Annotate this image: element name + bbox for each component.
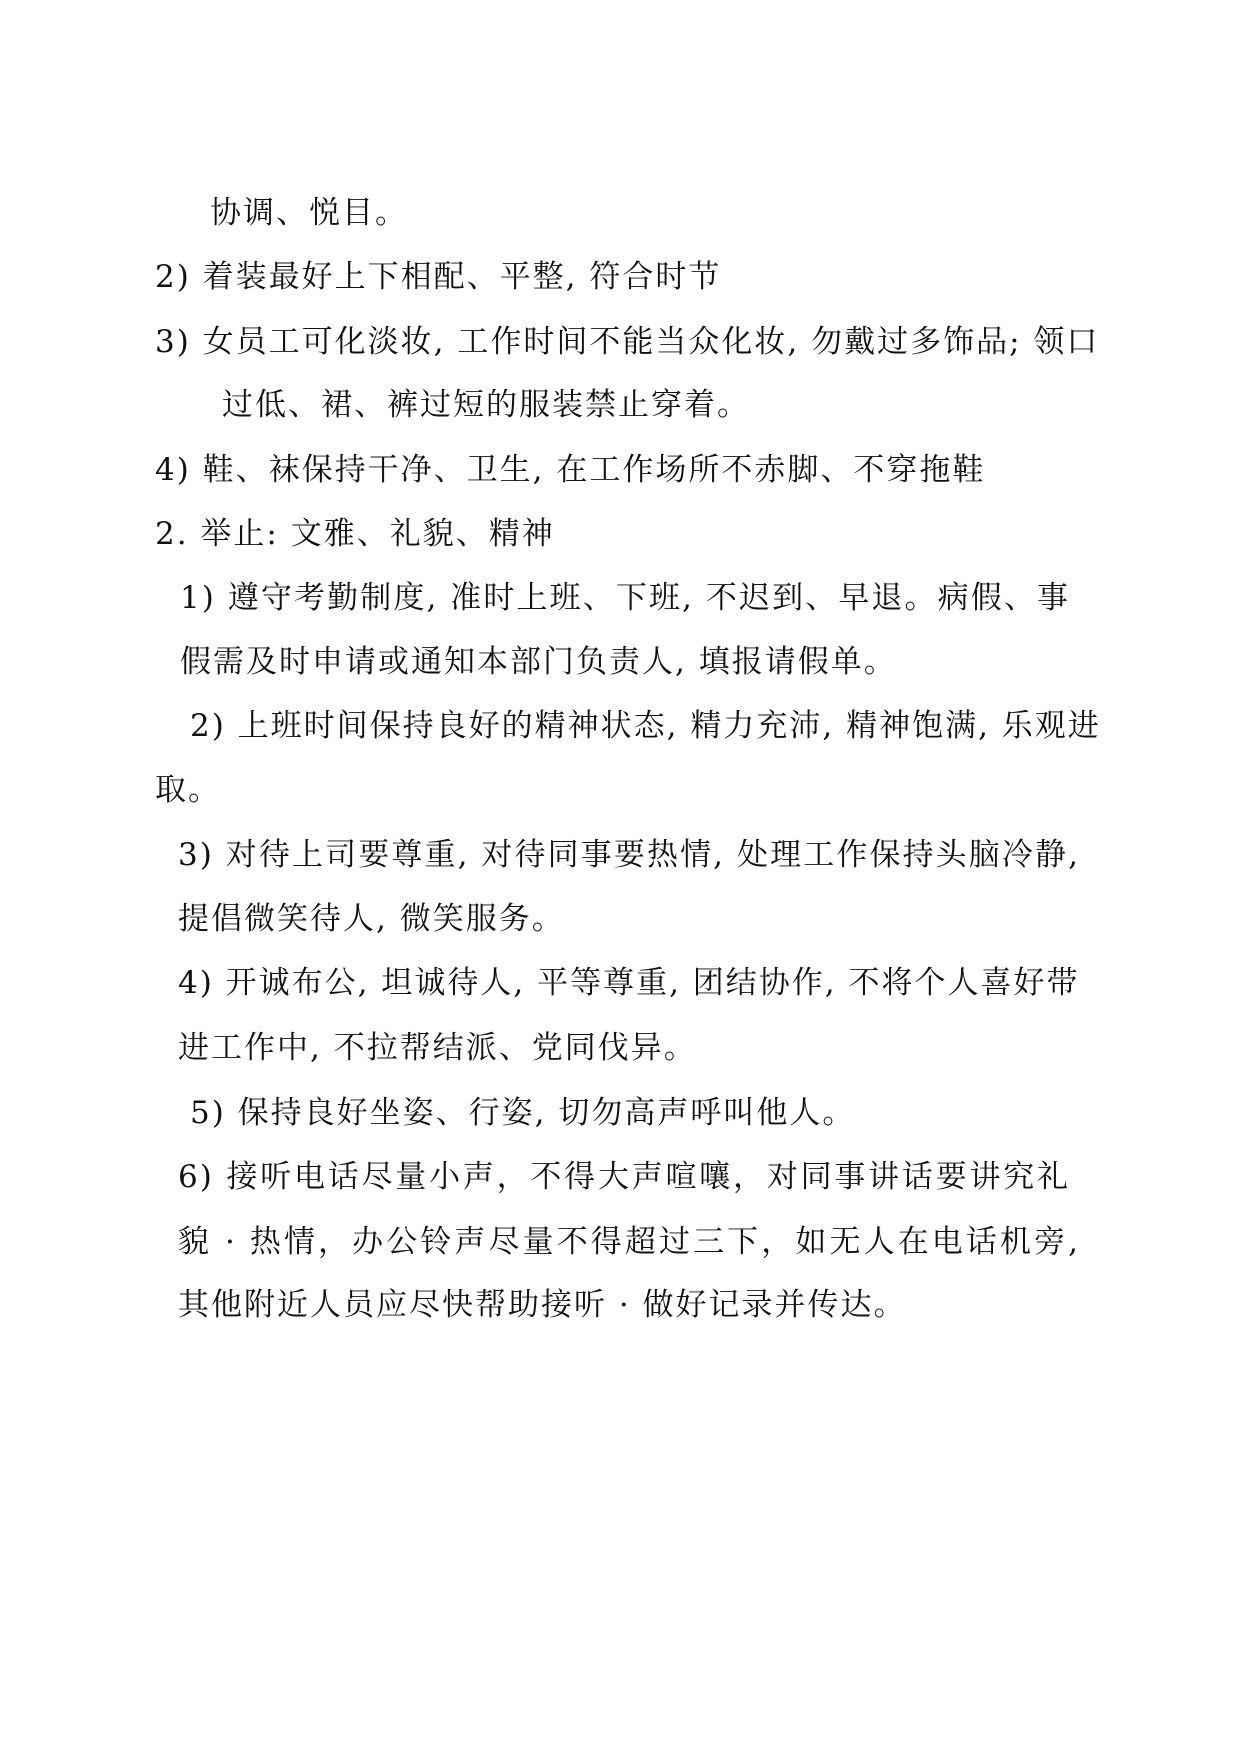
text-line: 1) 遵守考勤制度, 准时上班、下班, 不迟到、早退。病假、事: [180, 580, 1070, 616]
text-line: 其他附近人员应尽快帮助接听 · 做好记录并传达。: [178, 1287, 907, 1323]
text-line: 5) 保持良好坐姿、行姿, 切勿高声呼叫他人。: [190, 1095, 856, 1131]
text-line: 协调、悦目。: [210, 195, 408, 231]
text-line: 2) 上班时间保持良好的精神状态, 精力充沛, 精神饱满, 乐观进: [190, 708, 1101, 744]
text-line: 貌 · 热情，办公铃声尽量不得超过三下，如无人在电话机旁,: [178, 1224, 1080, 1260]
text-line: 6) 接听电话尽量小声，不得大声喧嚷，对同事讲话要讲究礼: [178, 1159, 1070, 1195]
text-line: 2. 举止: 文雅、礼貌、精神: [155, 516, 555, 552]
text-line: 过低、裙、裤过短的服装禁止穿着。: [222, 387, 750, 423]
text-line: 提倡微笑待人, 微笑服务。: [178, 901, 565, 937]
text-line: 进工作中, 不拉帮结派、党同伐异。: [178, 1030, 697, 1066]
text-line: 2) 着装最好上下相配、平整, 符合时节: [155, 259, 722, 295]
text-line: 假需及时申请或通知本部门负责人, 填报请假单。: [180, 644, 897, 680]
text-line: 取。: [155, 772, 221, 808]
text-line: 3) 对待上司要尊重, 对待同事要热情, 处理工作保持头脑冷静,: [178, 837, 1080, 873]
text-line: 4) 开诚布公, 坦诚待人, 平等尊重, 团结协作, 不将个人喜好带: [178, 965, 1080, 1001]
text-line: 3) 女员工可化淡妆, 工作时间不能当众化妆, 勿戴过多饰品; 领口: [155, 324, 1100, 360]
text-line: 4) 鞋、袜保持干净、卫生, 在工作场所不赤脚、不穿拖鞋: [155, 452, 986, 488]
